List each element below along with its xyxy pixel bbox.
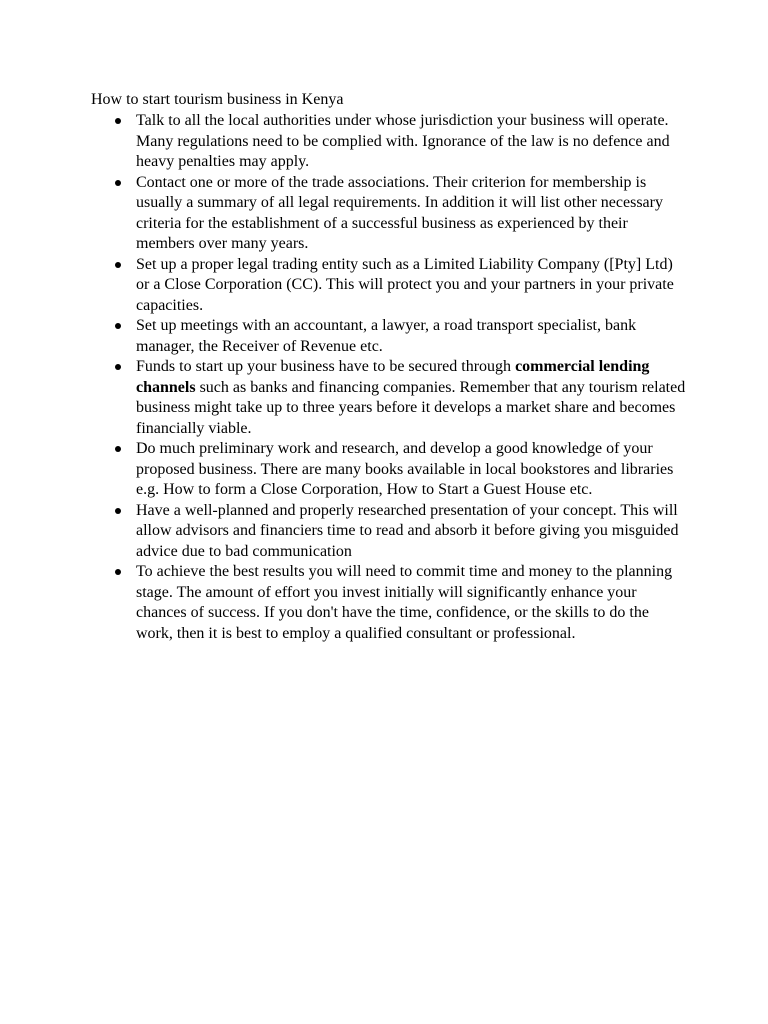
bullet-icon <box>115 364 121 370</box>
bullet-icon <box>115 180 121 186</box>
bullet-icon <box>115 323 121 329</box>
list-item <box>112 173 687 255</box>
bullet-icon <box>115 446 121 452</box>
list-item-text: Do much preliminary work and research, and develop a good knowledge of your proposed business. There are many books available in local bookstores and libraries e.g. How to form a Close Corporation, How to Start a Guest House etc. <box>136 440 674 498</box>
bullet-icon <box>115 569 121 575</box>
list-item <box>112 357 687 439</box>
list-item-text: Set up meetings with an accountant, a lawyer, a road transport specialist, bank manager, the Receiver of Revenue etc. <box>136 317 637 355</box>
bullet-list <box>112 111 687 644</box>
list-item <box>112 439 687 501</box>
list-item-text: Talk to all the local authorities under whose jurisdiction your business will operate. Many regulations need to be complied with. Ignorance of the law is no defence and heavy penalties may apply. <box>136 112 670 170</box>
list-item-text-after: such as banks and financing companies. Remember that any tourism related business might take up to three years before it develops a market share and becomes financially viable. <box>136 378 686 437</box>
list-item <box>112 501 687 563</box>
document-title: How to start tourism business in Kenya <box>91 91 344 108</box>
list-item-text: Set up a proper legal trading entity such as a Limited Liability Company ([Pty] Ltd) or a Close Corporation (CC). This will protect you and your partners in your private capacities. <box>136 255 674 314</box>
list-item-text <box>136 357 687 439</box>
list-item <box>112 562 687 644</box>
list-item-text: Have a well-planned and properly researched presentation of your concept. This will allow advisors and financiers time to read and absorb it before giving you misguided advice due to bad communication <box>136 501 679 560</box>
list-item-text-before: Funds to start up your business have to be secured through <box>136 358 516 375</box>
list-item <box>112 111 687 173</box>
bullet-icon <box>115 262 121 268</box>
list-item <box>112 255 687 317</box>
bold-phrase: commercial lending channels <box>136 358 650 396</box>
bullet-icon <box>115 118 121 124</box>
list-item <box>112 316 687 357</box>
list-item-text: To achieve the best results you will need to commit time and money to the planning stage. The amount of effort you invest initially will significantly enhance your chances of success. If you don't have the time, confidence, or the skills to do the work, then it is best to employ a qualified consultant or professional. <box>136 563 673 642</box>
list-item-text: Contact one or more of the trade associations. Their criterion for membership is usually a summary of all legal requirements. In addition it will list other necessary criteria for the establishment of a successful business as experienced by their members over many years. <box>136 173 663 252</box>
bullet-icon <box>115 508 121 514</box>
